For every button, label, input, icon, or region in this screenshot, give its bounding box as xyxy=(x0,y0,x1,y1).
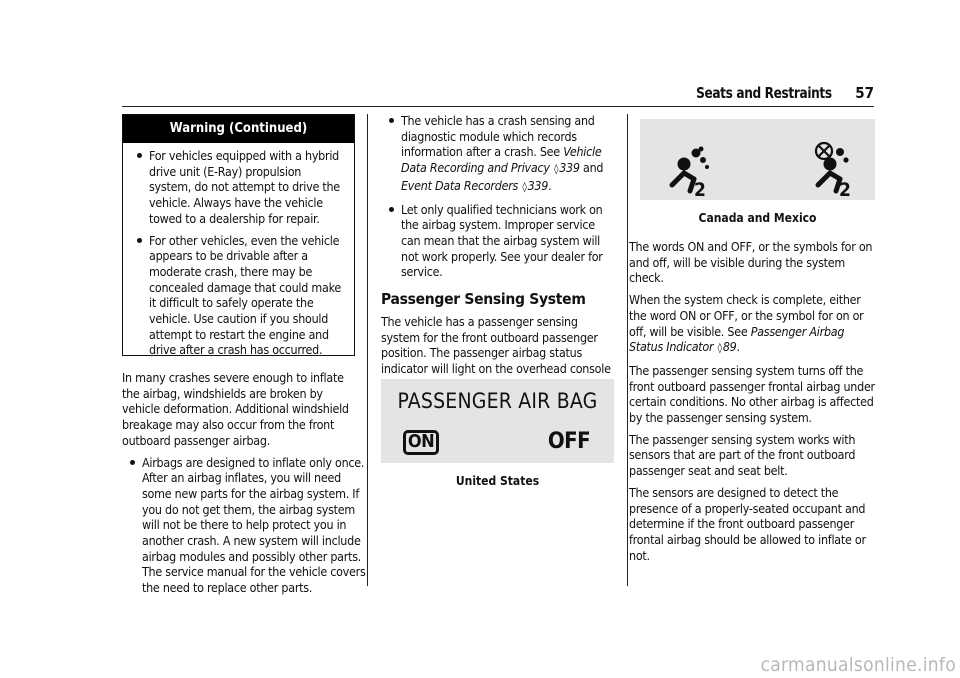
list-item: The vehicle has a crash sensing and diagnostic module which records information after a crash. See Vehicle Data Recording and Privacy ◊339 and Event Data Recorders ◊339. xyxy=(381,113,615,196)
page-header xyxy=(122,82,874,107)
warning-bullet-1: For vehicles equipped with a hybrid drive unit (E-Ray) propulsion system, do not attempt to drive the vehicle. Always have the vehicle towed to a dealership for repair. xyxy=(129,148,346,227)
column-2 xyxy=(381,113,615,393)
indicator-title: PASSENGER AIR BAG xyxy=(397,389,598,413)
paragraph: The words ON and OFF, or the symbols for on and off, will be visible during the system check. xyxy=(629,239,873,286)
paragraph: The passenger sensing system turns off the front outboard passenger frontal airbag under certain conditions. No other airbag is affected by the passenger sensing system. xyxy=(629,362,875,426)
bullet-icon xyxy=(389,207,394,212)
seat-number-label: 2 xyxy=(839,179,851,200)
watermark: carmanualsonline.info xyxy=(760,654,956,676)
figure-caption: United States xyxy=(455,474,540,488)
airbag-symbols xyxy=(640,119,875,200)
section-heading: Passenger Sensing System xyxy=(381,290,586,309)
page-ref-arrow-icon: ◊ xyxy=(522,181,527,193)
figure-caption: Canada and Mexico xyxy=(698,211,817,225)
page-reference[interactable]: 89 xyxy=(722,339,737,355)
section-title: Seats and Restraints xyxy=(696,84,832,102)
page-reference[interactable]: 339 xyxy=(559,160,580,176)
page-ref-arrow-icon: ◊ xyxy=(717,343,722,355)
warning-box xyxy=(122,114,355,356)
warning-title: Warning (Continued) xyxy=(123,115,354,143)
bullet-icon xyxy=(130,460,135,465)
list-item: Airbags are designed to inflate only once. After an airbag inflates, you will need some new parts for the airbag system. If you do not get them, the airbag system will not be there to help protect you in another crash. A new system will include airbag modules and possibly other parts. The service manual for the vehicle covers the need to replace other parts. xyxy=(122,455,372,596)
figure-canada-mexico-indicator xyxy=(640,119,875,200)
bullet-icon xyxy=(137,153,142,158)
indicator-off-label: OFF xyxy=(547,429,590,454)
cross-reference-link[interactable]: Event Data Recorders xyxy=(401,177,519,193)
cross-reference-link[interactable]: Vehicle Data Recording and Privacy xyxy=(401,144,602,176)
cross-reference-link[interactable]: Passenger Airbag Status Indicator xyxy=(629,323,845,355)
paragraph: When the system check is complete, either the word ON or OFF, or the symbol for on or off, will be visible. See Passenger Airbag Status Indicator ◊89. xyxy=(629,292,875,357)
page-reference[interactable]: 339 xyxy=(527,177,549,193)
bullet-icon xyxy=(389,118,394,123)
column-3-body xyxy=(629,239,875,563)
bullet-icon xyxy=(137,238,142,243)
paragraph: The vehicle has a passenger sensing system for the front outboard passenger position. The passenger airbag status indicator will light on the overhead console xyxy=(381,314,611,377)
page-number: 57 xyxy=(855,84,874,102)
indicator-on-symbol: ON xyxy=(403,430,439,455)
warning-bullet-2: For other vehicles, even the vehicle appears to be drivable after a moderate crash, there may be concealed damage that could make it difficult to safely operate the vehicle. Use caution if you should attempt to restart the engine and drive after a crash has occurred. xyxy=(129,233,346,359)
column-divider-right xyxy=(627,114,628,586)
seat-number-label: 2 xyxy=(694,179,706,200)
list-item: Let only qualified technicians work on the airbag system. Improper service can mean that the airbag system will not work properly. See your dealer for service. xyxy=(381,202,615,281)
paragraph: The passenger sensing system works with sensors that are part of the front outboard passenger seat and seat belt. xyxy=(629,431,856,479)
column-1-body xyxy=(122,370,366,596)
paragraph: In many crashes severe enough to inflate the airbag, windshields are broken by vehicle deformation. Additional windshield breakage may also occur from the front outboard passenger airbag. xyxy=(122,370,349,448)
paragraph: The sensors are designed to detect the presence of a properly-seated occupant and determine if the front outboard passenger frontal airbag should be allowed to inflate or not. xyxy=(629,484,866,563)
figure-us-indicator xyxy=(381,379,614,463)
page-ref-arrow-icon: ◊ xyxy=(554,164,559,176)
